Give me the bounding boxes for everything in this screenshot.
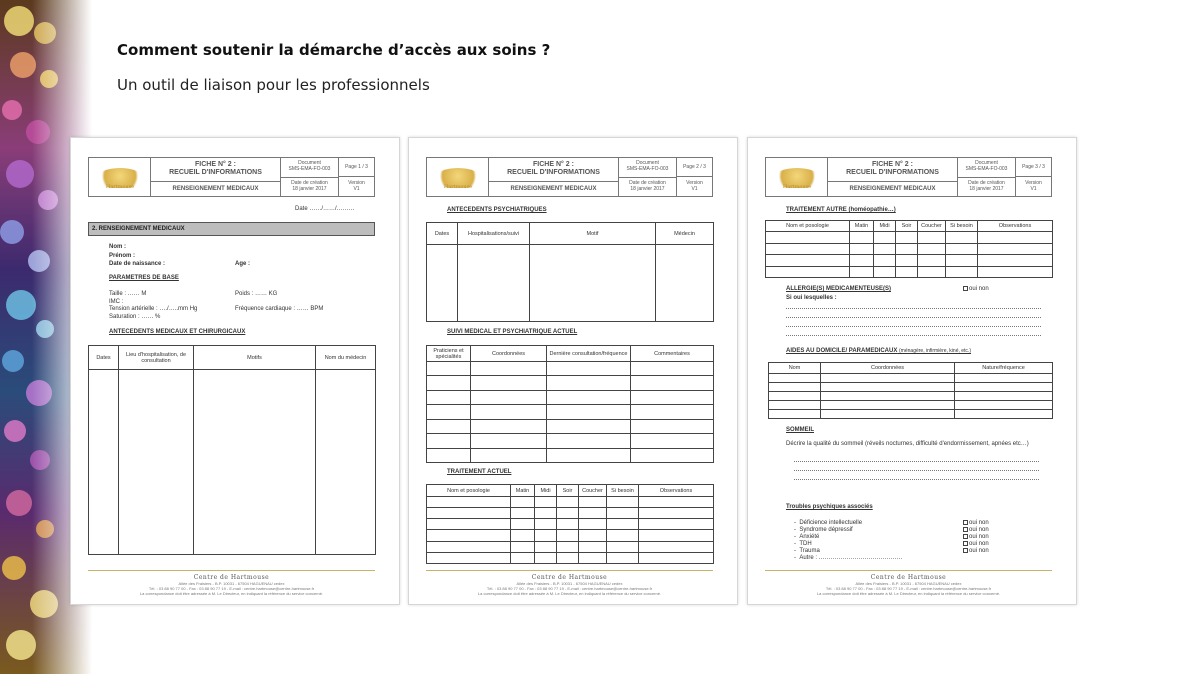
table-cell[interactable] — [427, 552, 511, 563]
form-subtitle: RENSEIGNEMENT MEDICAUX — [172, 186, 259, 192]
table-cell[interactable] — [547, 362, 631, 376]
table-cell[interactable] — [850, 266, 874, 278]
table-cell[interactable] — [955, 401, 1053, 410]
oui-non-option[interactable]: oui non — [962, 520, 989, 527]
table-cell[interactable] — [821, 392, 955, 401]
table-cell[interactable] — [821, 410, 955, 419]
poids-label: Poids : …… KG — [235, 291, 278, 297]
allergies-heading: ALLERGIE(S) MEDICAMENTEUSE(S) — [786, 286, 891, 292]
doc-label: Document — [636, 160, 659, 166]
table-header: Nom et posologie — [427, 485, 511, 497]
table-cell[interactable] — [535, 497, 557, 508]
table-cell[interactable] — [427, 376, 471, 390]
aides-note: (ménagère, infirmière, kiné, etc.) — [899, 348, 971, 354]
table-cell[interactable] — [639, 497, 714, 508]
table-cell[interactable] — [766, 232, 850, 244]
sommeil-text: Décrire la qualité du sommeil (réveils nocturnes, difficulté d'endormissement, apnées etc…) — [786, 441, 1029, 447]
table-cell[interactable] — [471, 434, 547, 448]
footer-name: Centre de Hartmouse — [531, 574, 608, 581]
trouble-item: - Trauma — [794, 548, 820, 554]
table-cell[interactable] — [918, 266, 946, 278]
section-title: 2. RENSEIGNEMENT MEDICAUX — [88, 222, 375, 236]
form-title-line1: FICHE N° 2 : — [872, 161, 913, 168]
oui-non-option[interactable]: oui non — [962, 548, 989, 555]
form-page-2 — [408, 137, 738, 605]
form-header — [765, 157, 1052, 197]
table-cell[interactable] — [607, 497, 639, 508]
answer-line[interactable] — [794, 461, 1039, 462]
table-cell[interactable] — [769, 383, 821, 392]
table-cell[interactable] — [547, 376, 631, 390]
table-cell[interactable] — [631, 434, 714, 448]
page-footer — [765, 570, 1052, 596]
table-cell[interactable] — [547, 390, 631, 404]
table-cell[interactable] — [607, 508, 639, 519]
table-cell[interactable] — [766, 266, 850, 278]
table-cell[interactable] — [458, 245, 530, 322]
frequence-label: Fréquence cardiaque : …… BPM — [235, 306, 324, 312]
table-cell[interactable] — [656, 245, 714, 322]
table-cell[interactable] — [896, 255, 918, 267]
table-cell[interactable] — [471, 362, 547, 376]
table-header: Dernière consultation/fréquence — [547, 346, 631, 362]
table-header: Dates — [89, 346, 119, 370]
trouble-item: - Autre : …………………………………… — [794, 555, 903, 561]
table-cell[interactable] — [946, 243, 978, 255]
table-cell[interactable] — [547, 448, 631, 462]
table-cell[interactable] — [427, 541, 511, 552]
table-cell[interactable] — [471, 405, 547, 419]
table-cell[interactable] — [427, 519, 511, 530]
parametres-heading: PARAMETRES DE BASE — [109, 275, 179, 281]
doc-code: SMS-EMA-FO-003 — [965, 166, 1008, 172]
page-number: Page 2 / 3 — [677, 158, 712, 177]
table-cell[interactable] — [631, 362, 714, 376]
table-cell[interactable] — [511, 508, 535, 519]
table-cell[interactable] — [978, 255, 1053, 267]
table-header: Lieu d'hospitalisation, de consultation — [119, 346, 194, 370]
table-cell[interactable] — [821, 383, 955, 392]
table-cell[interactable] — [471, 376, 547, 390]
table-cell[interactable] — [511, 497, 535, 508]
table-header: Midi — [874, 221, 896, 232]
table-cell[interactable] — [821, 401, 955, 410]
nom-label: Nom : — [109, 244, 126, 250]
table-cell[interactable] — [535, 552, 557, 563]
table-cell[interactable] — [427, 419, 471, 433]
sommeil-heading: SOMMEIL — [786, 427, 814, 433]
footer-note: La correspondance doit être adressée à M. Le Directeur, en indiquant la référence du service concerné. — [816, 591, 1001, 596]
traitement-autre-table — [765, 220, 1053, 278]
table-header: Coordonnées — [821, 363, 955, 374]
table-header: Motif — [530, 223, 656, 245]
form-title-line1: FICHE N° 2 : — [533, 161, 574, 168]
table-header: Nom — [769, 363, 821, 374]
answer-line[interactable] — [786, 308, 1041, 309]
page-number: Page 3 / 3 — [1016, 158, 1051, 177]
table-cell[interactable] — [946, 232, 978, 244]
table-header: Midi — [535, 485, 557, 497]
table-cell[interactable] — [874, 232, 896, 244]
version-label: Version — [686, 180, 703, 186]
table-cell[interactable] — [530, 245, 656, 322]
taille-label: Taille : …… M — [109, 291, 147, 297]
table-cell[interactable] — [850, 232, 874, 244]
form-header — [88, 157, 375, 197]
table-cell[interactable] — [547, 405, 631, 419]
table-cell[interactable] — [978, 266, 1053, 278]
table-cell[interactable] — [194, 370, 316, 555]
answer-line[interactable] — [794, 479, 1039, 480]
form-header — [426, 157, 713, 197]
creation-label: Date de création — [629, 179, 666, 186]
table-cell[interactable] — [579, 519, 607, 530]
trouble-item: - Déficience intellectuelle — [794, 520, 863, 526]
footer-name: Centre de Hartmouse — [870, 574, 947, 581]
aides-table — [768, 362, 1053, 419]
traitement-heading: TRAITEMENT ACTUEL — [447, 469, 512, 475]
version-value: V1 — [691, 186, 698, 192]
oui-non-option[interactable]: oui non — [962, 541, 989, 548]
table-cell[interactable] — [850, 255, 874, 267]
table-cell[interactable] — [427, 508, 511, 519]
table-cell[interactable] — [874, 255, 896, 267]
footer-address: Allée des Fraisiers - B.P. 10031 - 67504 HAGUENAU cedex — [178, 581, 285, 586]
creation-date: 18 janvier 2017 — [292, 185, 327, 192]
hartmouse-logo: Hartmouse — [89, 158, 151, 196]
table-header: Médecin — [656, 223, 714, 245]
table-cell[interactable] — [946, 266, 978, 278]
table-cell[interactable] — [955, 392, 1053, 401]
table-cell[interactable] — [579, 552, 607, 563]
table-header: Dates — [427, 223, 458, 245]
table-cell[interactable] — [427, 405, 471, 419]
table-cell[interactable] — [639, 530, 714, 541]
traitement-table — [426, 484, 714, 564]
footer-contact: Tél. : 03 88 90 77 00 - Fax : 03 88 90 77 19 - E-mail : centre.hartmouse@centre-hartmouse.fr — [825, 586, 992, 591]
page-footer — [426, 570, 713, 596]
table-cell[interactable] — [511, 541, 535, 552]
table-cell[interactable] — [511, 552, 535, 563]
table-cell[interactable] — [639, 519, 714, 530]
form-title-line2: RECUEIL D'INFORMATIONS — [846, 169, 939, 176]
table-header: Si besoin — [607, 485, 639, 497]
table-header: Commentaires — [631, 346, 714, 362]
version-label: Version — [348, 180, 365, 186]
date-line: Date ……/……/……… — [295, 206, 355, 212]
table-header: Nature/fréquence — [955, 363, 1053, 374]
version-value: V1 — [1030, 186, 1037, 192]
form-subtitle: RENSEIGNEMENT MEDICAUX — [849, 186, 936, 192]
table-cell[interactable] — [579, 530, 607, 541]
table-cell[interactable] — [607, 530, 639, 541]
table-cell[interactable] — [896, 232, 918, 244]
table-header: Nom du médecin — [316, 346, 376, 370]
table-cell[interactable] — [631, 405, 714, 419]
oui-non-option[interactable]: oui non — [962, 534, 989, 541]
footer-contact: Tél. : 03 88 90 77 00 - Fax : 03 88 90 77 19 - E-mail : centre.hartmouse@centre-hartmouse.fr — [486, 586, 653, 591]
table-cell[interactable] — [557, 541, 579, 552]
table-cell[interactable] — [955, 383, 1053, 392]
table-cell[interactable] — [607, 552, 639, 563]
table-cell[interactable] — [547, 434, 631, 448]
table-cell[interactable] — [978, 243, 1053, 255]
table-header: Motifs — [194, 346, 316, 370]
table-cell[interactable] — [119, 370, 194, 555]
table-cell[interactable] — [427, 448, 471, 462]
table-header: Nom et posologie — [766, 221, 850, 232]
antecedents-heading: ANTECEDENTS MEDICAUX ET CHIRURGICAUX — [109, 329, 246, 335]
table-cell[interactable] — [821, 374, 955, 383]
table-header: Matin — [511, 485, 535, 497]
table-cell[interactable] — [89, 370, 119, 555]
naissance-label: Date de naissance : — [109, 261, 166, 267]
answer-line[interactable] — [786, 326, 1041, 327]
table-cell[interactable] — [955, 410, 1053, 419]
table-cell[interactable] — [316, 370, 376, 555]
table-cell[interactable] — [579, 508, 607, 519]
page-number: Page 1 / 3 — [339, 158, 374, 177]
table-header: Si besoin — [946, 221, 978, 232]
table-cell[interactable] — [918, 232, 946, 244]
table-cell[interactable] — [535, 541, 557, 552]
table-cell[interactable] — [631, 376, 714, 390]
table-cell[interactable] — [471, 419, 547, 433]
table-cell[interactable] — [639, 541, 714, 552]
table-cell[interactable] — [766, 243, 850, 255]
form-title-line2: RECUEIL D'INFORMATIONS — [169, 169, 262, 176]
hartmouse-logo: Hartmouse — [766, 158, 828, 196]
table-cell[interactable] — [427, 434, 471, 448]
form-title-line2: RECUEIL D'INFORMATIONS — [507, 169, 600, 176]
creation-label: Date de création — [968, 179, 1005, 186]
traitement-autre-heading: TRAITEMENT AUTRE (homéopathie…) — [786, 207, 896, 213]
doc-label: Document — [975, 160, 998, 166]
table-cell[interactable] — [607, 541, 639, 552]
creation-date: 18 janvier 2017 — [630, 185, 665, 192]
prenom-label: Prénom : — [109, 253, 136, 259]
table-cell[interactable] — [874, 266, 896, 278]
footer-note: La correspondance doit être adressée à M. Le Directeur, en indiquant la référence du service concerné. — [477, 591, 662, 596]
doc-code: SMS-EMA-FO-003 — [626, 166, 669, 172]
table-header: Soir — [896, 221, 918, 232]
imc-label: IMC : — [109, 299, 124, 305]
trouble-item: - Syndrome dépressif — [794, 527, 853, 533]
trouble-item: - Anxiété — [794, 534, 820, 540]
table-cell[interactable] — [471, 390, 547, 404]
psy-table — [426, 222, 714, 322]
table-cell[interactable] — [511, 530, 535, 541]
table-cell[interactable] — [607, 519, 639, 530]
table-cell[interactable] — [631, 419, 714, 433]
table-cell[interactable] — [557, 552, 579, 563]
table-header: Soir — [557, 485, 579, 497]
table-header: Coordonnées — [471, 346, 547, 362]
table-header: Hospitalisations/suivi — [458, 223, 530, 245]
table-cell[interactable] — [579, 497, 607, 508]
table-cell[interactable] — [874, 243, 896, 255]
table-cell[interactable] — [557, 497, 579, 508]
page-footer — [88, 570, 375, 596]
table-cell[interactable] — [427, 497, 511, 508]
doc-label: Document — [298, 160, 321, 166]
answer-line[interactable] — [786, 335, 1041, 336]
table-header: Praticiens et spécialités — [427, 346, 471, 362]
table-cell[interactable] — [535, 530, 557, 541]
form-page-1 — [70, 137, 400, 605]
answer-line[interactable] — [786, 317, 1041, 318]
form-page-3 — [747, 137, 1077, 605]
table-cell[interactable] — [427, 362, 471, 376]
table-cell[interactable] — [427, 245, 458, 322]
form-subtitle: RENSEIGNEMENT MEDICAUX — [510, 186, 597, 192]
table-cell[interactable] — [918, 243, 946, 255]
tension-label: Tension artérielle : …./…..mm Hg — [109, 306, 198, 312]
footer-note: La correspondance doit être adressée à M. Le Directeur, en indiquant la référence du service concerné. — [139, 591, 324, 596]
table-cell[interactable] — [535, 508, 557, 519]
creation-label: Date de création — [291, 179, 328, 186]
suivi-heading: SUIVI MEDICAL ET PSYCHIATRIQUE ACTUEL — [447, 329, 578, 335]
aides-heading: AIDES AU DOMICILE/ PARAMEDICAUX (ménagère, infirmière, kiné, etc.) — [786, 348, 971, 354]
table-header: Observations — [639, 485, 714, 497]
table-cell[interactable] — [511, 519, 535, 530]
saturation-label: Saturation : …… % — [109, 314, 161, 320]
troubles-heading: Troubles psychiques associés — [786, 504, 873, 510]
table-cell[interactable] — [769, 410, 821, 419]
table-cell[interactable] — [471, 448, 547, 462]
hartmouse-logo: Hartmouse — [427, 158, 489, 196]
table-cell[interactable] — [978, 232, 1053, 244]
table-header: Matin — [850, 221, 874, 232]
footer-address: Allée des Fraisiers - B.P. 10031 - 67504 HAGUENAU cedex — [855, 581, 962, 586]
table-cell[interactable] — [955, 374, 1053, 383]
table-cell[interactable] — [946, 255, 978, 267]
age-label: Age : — [235, 261, 250, 267]
table-cell[interactable] — [427, 390, 471, 404]
slide-subtitle: Un outil de liaison pour les professionnels — [117, 76, 430, 94]
table-cell[interactable] — [639, 552, 714, 563]
table-cell[interactable] — [766, 255, 850, 267]
doc-code: SMS-EMA-FO-003 — [288, 166, 331, 172]
table-cell[interactable] — [918, 255, 946, 267]
version-label: Version — [1025, 180, 1042, 186]
table-cell[interactable] — [427, 530, 511, 541]
table-header: Observations — [978, 221, 1053, 232]
table-cell[interactable] — [896, 243, 918, 255]
table-cell[interactable] — [547, 419, 631, 433]
table-cell[interactable] — [535, 519, 557, 530]
footer-address: Allée des Fraisiers - B.P. 10031 - 67504 HAGUENAU cedex — [516, 581, 623, 586]
version-value: V1 — [353, 186, 360, 192]
table-cell[interactable] — [769, 392, 821, 401]
table-header: Coucher — [579, 485, 607, 497]
table-cell[interactable] — [557, 519, 579, 530]
suivi-table — [426, 345, 714, 463]
table-cell[interactable] — [631, 448, 714, 462]
table-cell[interactable] — [631, 390, 714, 404]
antecedents-table — [88, 345, 376, 555]
allergies-options: oui non — [962, 286, 989, 293]
table-cell[interactable] — [769, 401, 821, 410]
oui-non-option[interactable]: oui non — [962, 527, 989, 534]
footer-contact: Tél. : 03 88 90 77 00 - Fax : 03 88 90 77 19 - E-mail : centre.hartmouse@centre-hartmouse.fr — [148, 586, 315, 591]
table-cell[interactable] — [579, 541, 607, 552]
table-cell[interactable] — [639, 508, 714, 519]
table-cell[interactable] — [850, 243, 874, 255]
creation-date: 18 janvier 2017 — [969, 185, 1004, 192]
psy-heading: ANTECEDENTS PSYCHIATRIQUES — [447, 207, 547, 213]
table-cell[interactable] — [557, 508, 579, 519]
slide-title: Comment soutenir la démarche d’accès aux soins ? — [117, 41, 551, 59]
table-cell[interactable] — [557, 530, 579, 541]
oui-checkbox[interactable] — [963, 286, 968, 291]
table-header: Coucher — [918, 221, 946, 232]
allergies-which: Si oui lesquelles : — [786, 295, 837, 301]
answer-line[interactable] — [794, 470, 1039, 471]
footer-name: Centre de Hartmouse — [193, 574, 270, 581]
trouble-item: - TDH — [794, 541, 812, 547]
table-cell[interactable] — [896, 266, 918, 278]
form-title-line1: FICHE N° 2 : — [195, 161, 236, 168]
table-cell[interactable] — [769, 374, 821, 383]
